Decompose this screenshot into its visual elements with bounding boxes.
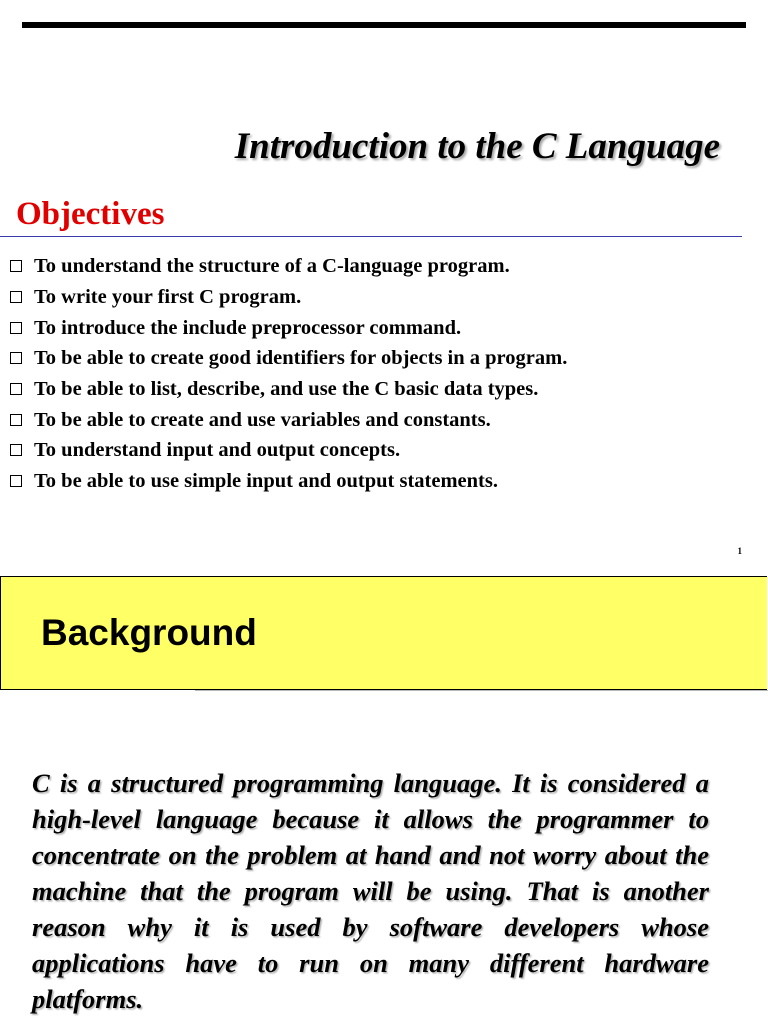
objective-item (10, 404, 567, 435)
checkbox-outline-icon (10, 291, 22, 303)
objective-text: To introduce the include preprocessor command. (34, 316, 462, 339)
checkbox-outline-icon (10, 383, 22, 395)
checkbox-outline-icon (10, 444, 22, 456)
objective-item (10, 312, 567, 343)
objective-list (10, 251, 567, 497)
objective-text: To be able to list, describe, and use the C basic data types. (34, 378, 539, 401)
top-divider (22, 22, 746, 28)
objectives-divider (0, 236, 742, 237)
objective-item (10, 466, 567, 497)
checkbox-outline-icon (10, 322, 22, 334)
slide-two (0, 576, 768, 1024)
objectives-heading: Objectives (16, 196, 165, 232)
slide-title: Introduction to the C Language (234, 126, 720, 167)
body-paragraph: C is a structured programming language. It is considered a high-level language because it allows the programmer to concentrate on the problem at hand and not worry about the machine that the program will be using. That is another reason why it is used by software developers whose applications have to run on many different hardware platforms. (32, 768, 709, 1014)
objective-item (10, 282, 567, 313)
objective-text: To be able to create and use variables and constants. (34, 408, 491, 431)
objective-item (10, 251, 567, 282)
checkbox-outline-icon (10, 414, 22, 426)
objective-item (10, 435, 567, 466)
checkbox-outline-icon (10, 475, 22, 487)
page-number: 1 (737, 546, 742, 556)
objective-text: To understand the structure of a C-language program. (34, 255, 510, 278)
checkbox-outline-icon (10, 260, 22, 272)
objective-text: To be able to create good identifiers for objects in a program. (34, 347, 568, 370)
title-banner (0, 576, 767, 690)
objective-item (10, 343, 567, 374)
objective-item (10, 374, 567, 405)
objective-text: To understand input and output concepts. (34, 439, 401, 462)
objective-text: To be able to use simple input and output statements. (34, 470, 498, 493)
banner-underline (195, 690, 768, 691)
banner-title: Background (41, 612, 257, 653)
checkbox-outline-icon (10, 352, 22, 364)
objective-text: To write your first C program. (34, 286, 302, 309)
